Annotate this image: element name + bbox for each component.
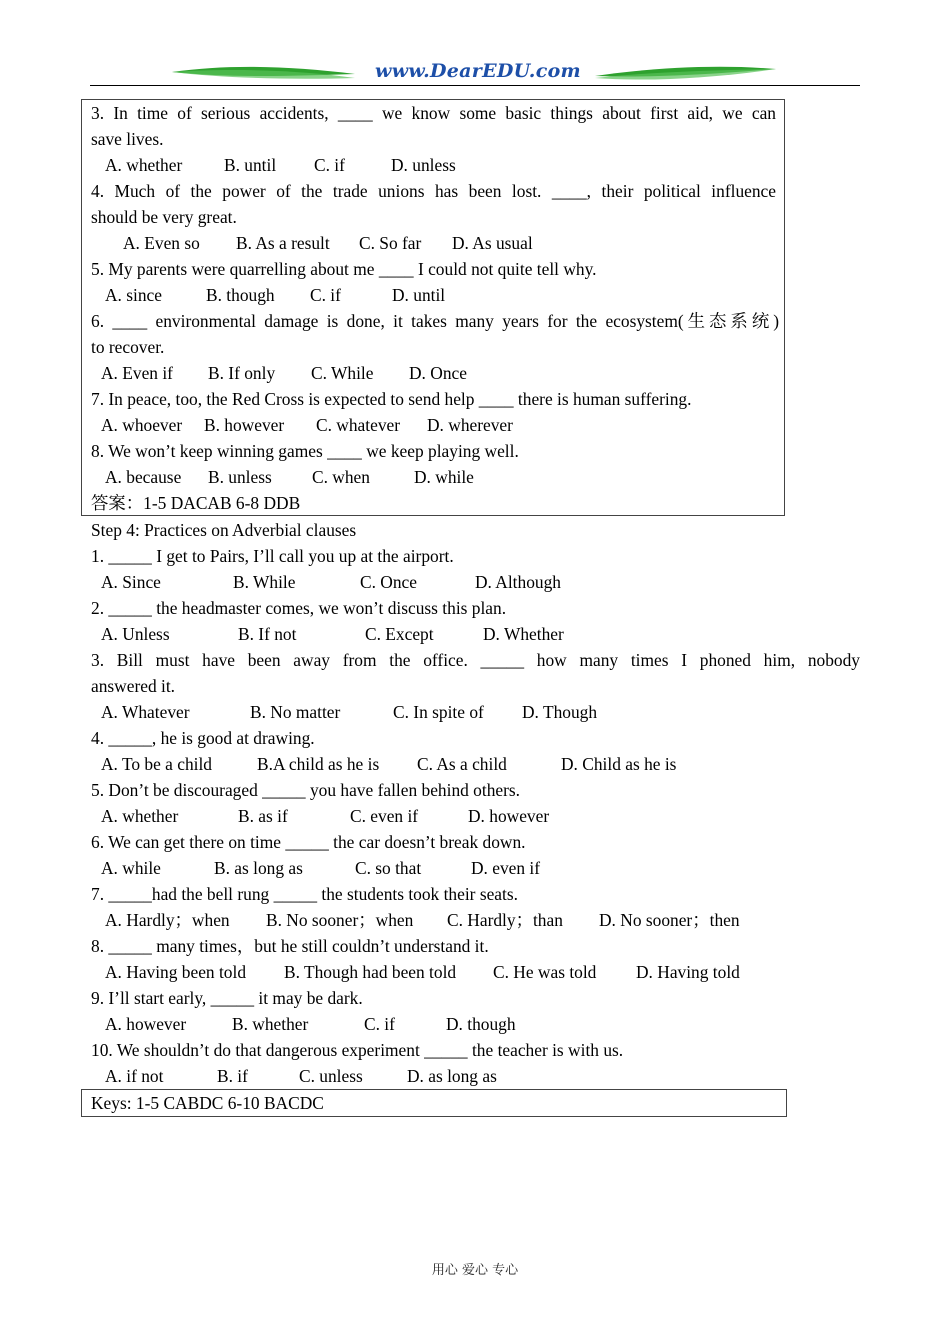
option: A. Hardly；when [105,910,230,930]
option: C. when [312,467,370,487]
option: A. To be a child [101,754,212,774]
option: A. Since [101,572,161,592]
option: D. Child as he is [561,754,677,774]
option: D. Having told [636,962,740,982]
site-name: www.DearEDU.com [375,60,581,82]
option: D. Once [409,363,467,383]
q6-text: 6. ____ environmental damage is done, it takes many years for the ecosystem(生态系统) [91,311,779,331]
option: A. Unless [101,624,170,644]
p3-text-cont: answered it. [91,676,176,696]
option: D. Though [522,702,598,722]
option: D. while [414,467,474,487]
option: A. however [105,1014,187,1034]
keys-text: Keys: 1-5 CABDC 6-10 BACDC [91,1093,324,1113]
option: D. as long as [407,1066,497,1086]
option: D. until [392,285,446,305]
option: A. because [105,467,182,487]
option: D. Whether [483,624,564,644]
option: A. Whatever [101,702,190,722]
section-heading: Step 4: Practices on Adverbial clauses [91,520,357,540]
option: A. whether [101,806,179,826]
q7-text: 7. In peace, too, the Red Cross is expected to send help ____ there is human suffering. [91,389,692,409]
option: C. whatever [316,415,401,435]
p5-text: 5. Don’t be discouraged _____ you have fallen behind others. [91,780,521,800]
option: B.A child as he is [257,754,380,774]
p2-text: 2. _____ the headmaster comes, we won’t discuss this plan. [91,598,507,618]
option: C. Except [365,624,434,644]
q4-text-cont: should be very great. [91,207,237,227]
option: C. so that [355,858,422,878]
option: A. Even so [123,233,200,253]
q3-text-cont: save lives. [91,129,164,149]
option: C. if [364,1014,395,1034]
option: C. He was told [493,962,597,982]
q4-text: 4. Much of the power of the trade unions has been lost. ____, their political influence [91,181,776,201]
option: B. however [204,415,285,435]
page-footer: 用心 爱心 专心 [431,1263,519,1278]
option: B. If not [238,624,297,644]
option: A. if not [105,1066,164,1086]
option: B. as if [238,806,288,826]
option: C. In spite of [393,702,484,722]
option: D. though [446,1014,516,1034]
q6-text-cont: to recover. [91,337,165,357]
option: D. No sooner；then [599,910,740,930]
option: D. unless [391,155,456,175]
q5-text: 5. My parents were quarrelling about me ____ I could not quite tell why. [91,259,597,279]
option: B. as long as [214,858,303,878]
option: B. As a result [236,233,330,253]
header-rule [90,85,860,86]
answer-key: 答案：1-5 DACAB 6-8 DDB [91,493,301,513]
option: B. No sooner；when [266,910,414,930]
p1-text: 1. _____ I get to Pairs, I’ll call you up at the airport. [91,546,454,566]
option: A. Even if [101,363,173,383]
option: A. whether [105,155,183,175]
option: C. even if [350,806,419,826]
p8-text: 8. _____ many times，but he still couldn’t understand it. [91,936,489,956]
option: C. Hardly；than [447,910,563,930]
option: D. wherever [427,415,513,435]
q8-text: 8. We won’t keep winning games ____ we keep playing well. [91,441,519,461]
p4-text: 4. _____, he is good at drawing. [91,728,315,748]
option: B. No matter [250,702,341,722]
option: B. Though had been told [284,962,457,982]
option: D. Although [475,572,561,592]
p6-text: 6. We can get there on time _____ the car doesn’t break down. [91,832,526,852]
p7-text: 7. _____had the bell rung _____ the students took their seats. [91,884,518,904]
option: C. if [314,155,345,175]
option: D. even if [471,858,541,878]
option: B. if [217,1066,248,1086]
option: D. As usual [452,233,533,253]
option: D. however [468,806,550,826]
option: C. if [310,285,341,305]
p10-text: 10. We shouldn’t do that dangerous experiment _____ the teacher is with us. [91,1040,624,1060]
option: A. while [101,858,161,878]
q3-text: 3. In time of serious accidents, ____ we know some basic things about first aid, we can [91,103,776,123]
option: A. whoever [101,415,183,435]
option: A. Having been told [105,962,247,982]
option: B. While [233,572,296,592]
option: B. though [206,285,275,305]
option: C. So far [359,233,422,253]
option: C. As a child [417,754,507,774]
option: B. unless [208,467,272,487]
option: B. If only [208,363,276,383]
option: B. until [224,155,277,175]
p3-text: 3. Bill must have been away from the office. _____ how many times I phoned him, nobody [91,650,860,670]
p9-text: 9. I’ll start early, _____ it may be dark. [91,988,363,1008]
option: C. unless [299,1066,363,1086]
option: A. since [105,285,162,305]
option: C. Once [360,572,417,592]
option: C. While [311,363,374,383]
option: B. whether [232,1014,309,1034]
